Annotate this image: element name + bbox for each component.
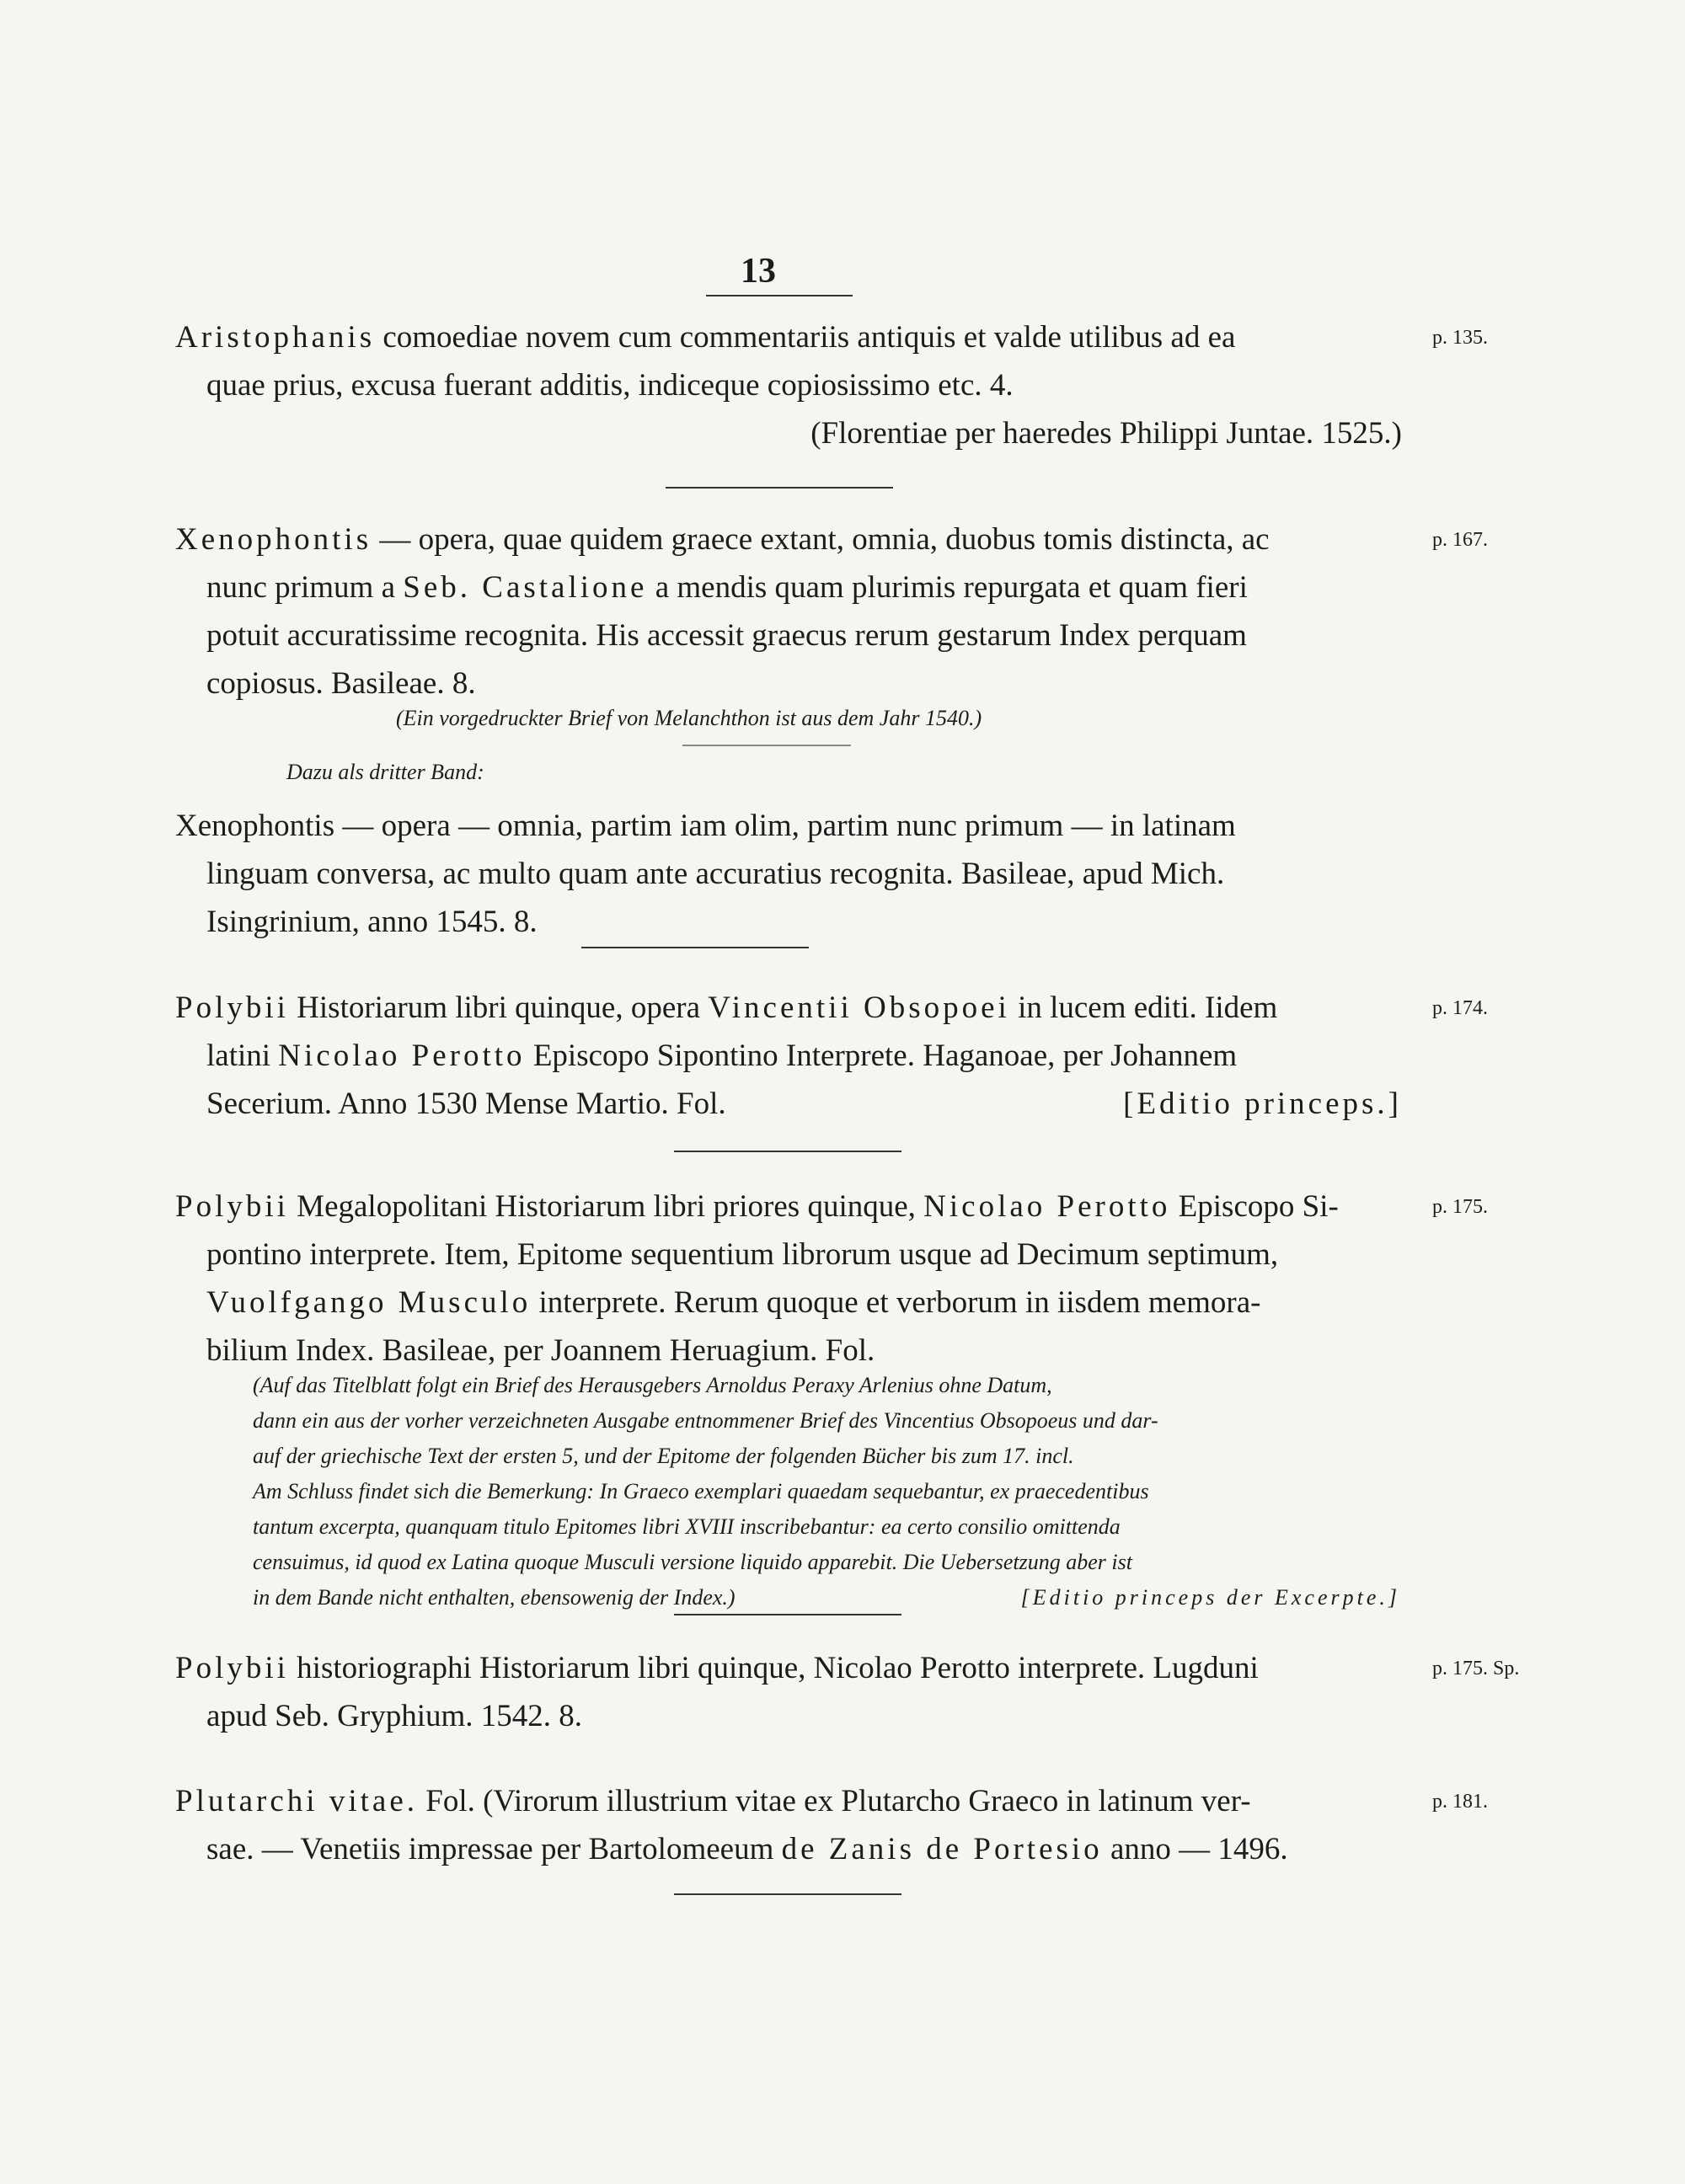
entry-polybius-gryphius: Polybii historiographi Historiarum libri quinque, Nicolao Perotto interprete. Lugduni apud Seb. Gryphium. 1542. 8. <box>175 1651 1259 1733</box>
editio-princeps-excerpte: [Editio princeps der Excerpte.] <box>1020 1585 1400 1610</box>
entry-imprint: (Florentiae per haeredes Philippi Juntae. 1525.) <box>810 416 1402 451</box>
entry-polybius-megalopolitani: Polybii Megalopolitani Historiarum libri priores quinque, Nicolao Perotto Episcopo Si- pontino interprete. Item, Epitome sequentium librorum usque ad Decimum septimum, Vuolfgango Musculo interprete. Rerum quoque et verborum in iisdem memora- bilium Index. Basileae, per Joannem Heruagium. Fol. <box>175 1189 1339 1368</box>
entry-head: Plutarchi vitae. <box>175 1784 418 1818</box>
entry-text: quae prius, excusa fuerant additis, indiceque copiosissimo etc. 4. <box>206 368 1014 403</box>
page-reference: p. 167. <box>1432 529 1488 551</box>
separator-rule <box>682 745 851 746</box>
person-name: Vuolfgango Musculo <box>206 1285 532 1320</box>
entry-head: Polybii <box>175 991 289 1025</box>
entry-head: Xenophontis <box>175 522 372 557</box>
separator-rule <box>674 1614 901 1615</box>
page-reference: p. 174. <box>1432 997 1488 1019</box>
entry-head: Polybii <box>175 1189 289 1224</box>
entry-xenophon-opera: Xenophontis — opera, quae quidem graece extant, omnia, duobus tomis distincta, ac nunc primum a Seb. Castalione a mendis quam plurimis repurgata et quam fieri potuit accuratissime recognita. His accessit graecus rerum gestarum Index perquam copiosus. Basileae. 8. <box>175 522 1270 701</box>
entry-xenophon-latin: Xenophontis — opera — omnia, partim iam olim, partim nunc primum — in latinam linguam conversa, ac multo quam ante accuratius recognita. Basileae, apud Mich. Isingrinium, anno 1545. 8. <box>175 809 1236 939</box>
person-name: Nicolao Perotto <box>278 1039 526 1073</box>
entry-head: Polybii <box>175 1651 289 1685</box>
person-name: de Zanis de Portesio <box>781 1832 1103 1866</box>
page-reference: p. 175. Sp. <box>1432 1658 1520 1679</box>
separator-rule <box>666 487 893 489</box>
page-number-rule <box>706 295 853 296</box>
editio-princeps-note: [Editio princeps.] <box>1123 1087 1402 1121</box>
entry-aristophanes: Aristophanis comoediae novem cum commentariis antiquis et valde utilibus ad ea quae prius, excusa fuerant additis, indiceque copiosissimo etc. 4. (Florentiae per haeredes Philippi Juntae. 1525.) <box>175 313 1402 457</box>
separator-rule <box>581 947 809 948</box>
entry-polybius-obsopoeus: Polybii Historiarum libri quinque, opera Vincentii Obsopoei in lucem editi. Iidem latini Nicolao Perotto Episcopo Sipontino Interprete. Haganoae, per Johannem Secerium. Anno 1530 Mense Martio. Fol. [Editio princeps.] <box>175 984 1402 1128</box>
dazu-label: Dazu als dritter Band: <box>286 760 484 784</box>
person-name: Seb. Castalione <box>403 570 648 605</box>
entry-head: Aristophanis <box>175 320 376 355</box>
page-reference: p. 135. <box>1432 327 1488 349</box>
entry-note-block: (Auf das Titelblatt folgt ein Brief des Herausgebers Arnoldus Peraxy Arlenius ohne Datum, dann ein aus der vorher verzeichneten Ausgabe entnommener Brief des Vincentius Obsopoeus und dar- auf der griechische Text der ersten 5, und der Epitome der folgenden Bücher bis zum 17. incl. Am Schluss findet sich die Bemerkung: In Graeco exemplari quaedam sequebantur, ex praecedentibus tantum excerpta, quanquam titulo Epitomes libri XVIII inscribebantur: ea certo consilio omittenda censuimus, id quod ex Latina quoque Musculi versione liquido apparebit. Die Uebersetzung aber ist in dem Bande nicht enthalten, ebensowenig der Index.) [Editio princeps der Excerpte.] <box>253 1368 1400 1615</box>
person-name: Nicolao Perotto <box>923 1189 1171 1224</box>
separator-rule <box>674 1893 901 1895</box>
separator-rule <box>674 1151 901 1152</box>
page-reference: p. 181. <box>1432 1791 1488 1813</box>
page-reference: p. 175. <box>1432 1196 1488 1218</box>
page-number: 13 <box>741 252 776 291</box>
entry-note: (Ein vorgedruckter Brief von Melanchthon ist aus dem Jahr 1540.) <box>396 706 982 730</box>
entry-plutarch: Plutarchi vitae. Fol. (Virorum illustrium vitae ex Plutarcho Graeco in latinum ver- sae. — Venetiis impressae per Bartolomeeum de Zanis de Portesio anno — 1496. <box>175 1784 1288 1866</box>
person-name: Vincentii Obsopoei <box>708 991 1010 1025</box>
